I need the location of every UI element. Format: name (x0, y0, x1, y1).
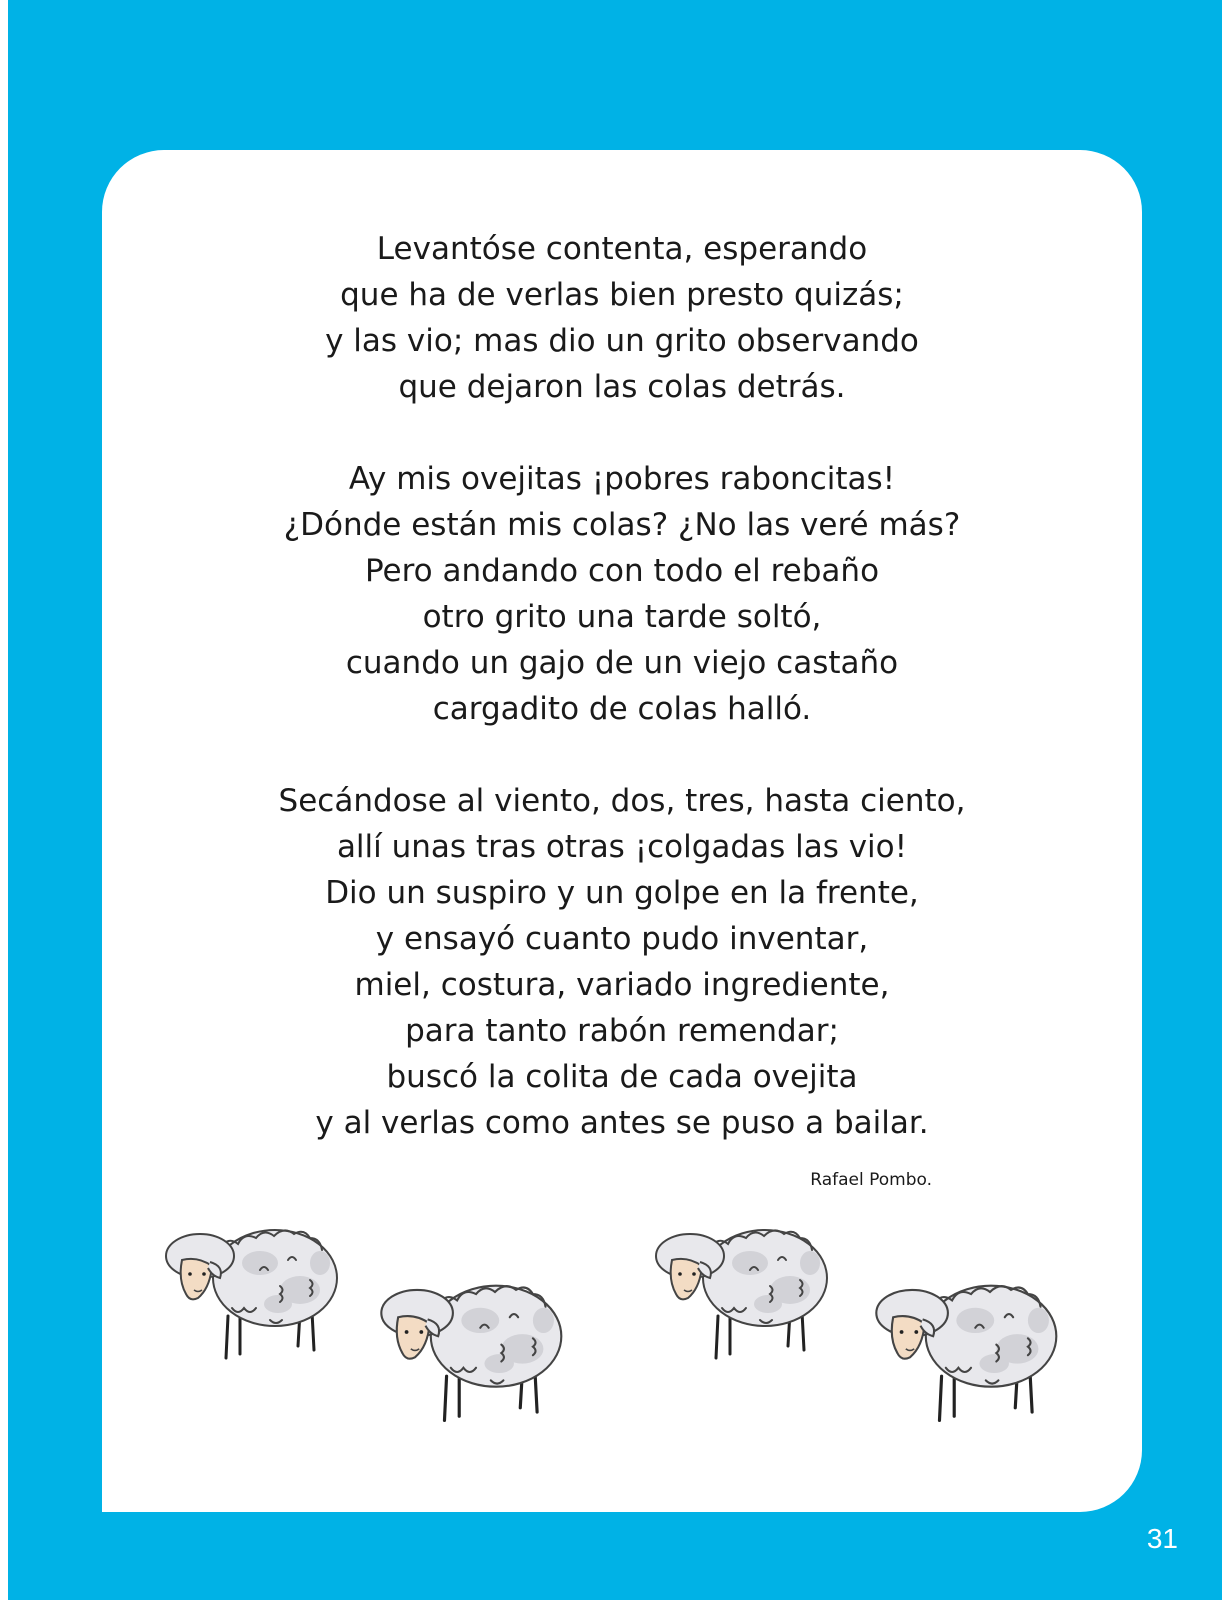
poem-line: y las vio; mas dio un grito observando (325, 323, 919, 359)
sheep-icon (160, 1208, 350, 1378)
sheep-icon (870, 1262, 1070, 1442)
poem-line: que dejaron las colas detrás. (398, 369, 846, 405)
poem-line: que ha de verlas bien presto quizás; (340, 277, 904, 313)
poem-line: cargadito de colas halló. (432, 691, 812, 727)
poem (102, 226, 1142, 1192)
poem-line: Ay mis ovejitas ¡pobres raboncitas! (348, 461, 896, 497)
poem-line: ¿Dónde están mis colas? ¿No las veré más? (283, 507, 961, 543)
poem-line: Levantóse contenta, esperando (376, 231, 868, 267)
page-number: 31 (1146, 1523, 1178, 1554)
stanza-2 (102, 456, 1142, 732)
stanza-1 (102, 226, 1142, 410)
stanza-3 (102, 778, 1142, 1146)
poem-line: buscó la colita de cada ovejita (386, 1059, 858, 1095)
poem-line: otro grito una tarde soltó, (422, 599, 822, 635)
poem-line: y al verlas como antes se puso a bailar. (315, 1105, 929, 1141)
poem-line: Dio un suspiro y un golpe en la frente, (325, 875, 919, 911)
poem-line: Secándose al viento, dos, tres, hasta ciento, (278, 783, 966, 819)
poem-line: para tanto rabón remendar; (405, 1013, 839, 1049)
sheep-icon (650, 1208, 840, 1378)
poem-line: y ensayó cuanto pudo inventar, (375, 921, 869, 957)
poem-line: miel, costura, variado ingrediente, (354, 967, 890, 1003)
poem-line: cuando un gajo de un viejo castaño (345, 645, 899, 681)
author-credit: Rafael Pombo. (810, 1170, 932, 1190)
poem-line: allí unas tras otras ¡colgadas las vio! (336, 829, 908, 865)
poem-line: Pero andando con todo el rebaño (364, 553, 880, 589)
page-edge-strip (0, 0, 8, 1600)
sheep-icon (375, 1262, 575, 1442)
